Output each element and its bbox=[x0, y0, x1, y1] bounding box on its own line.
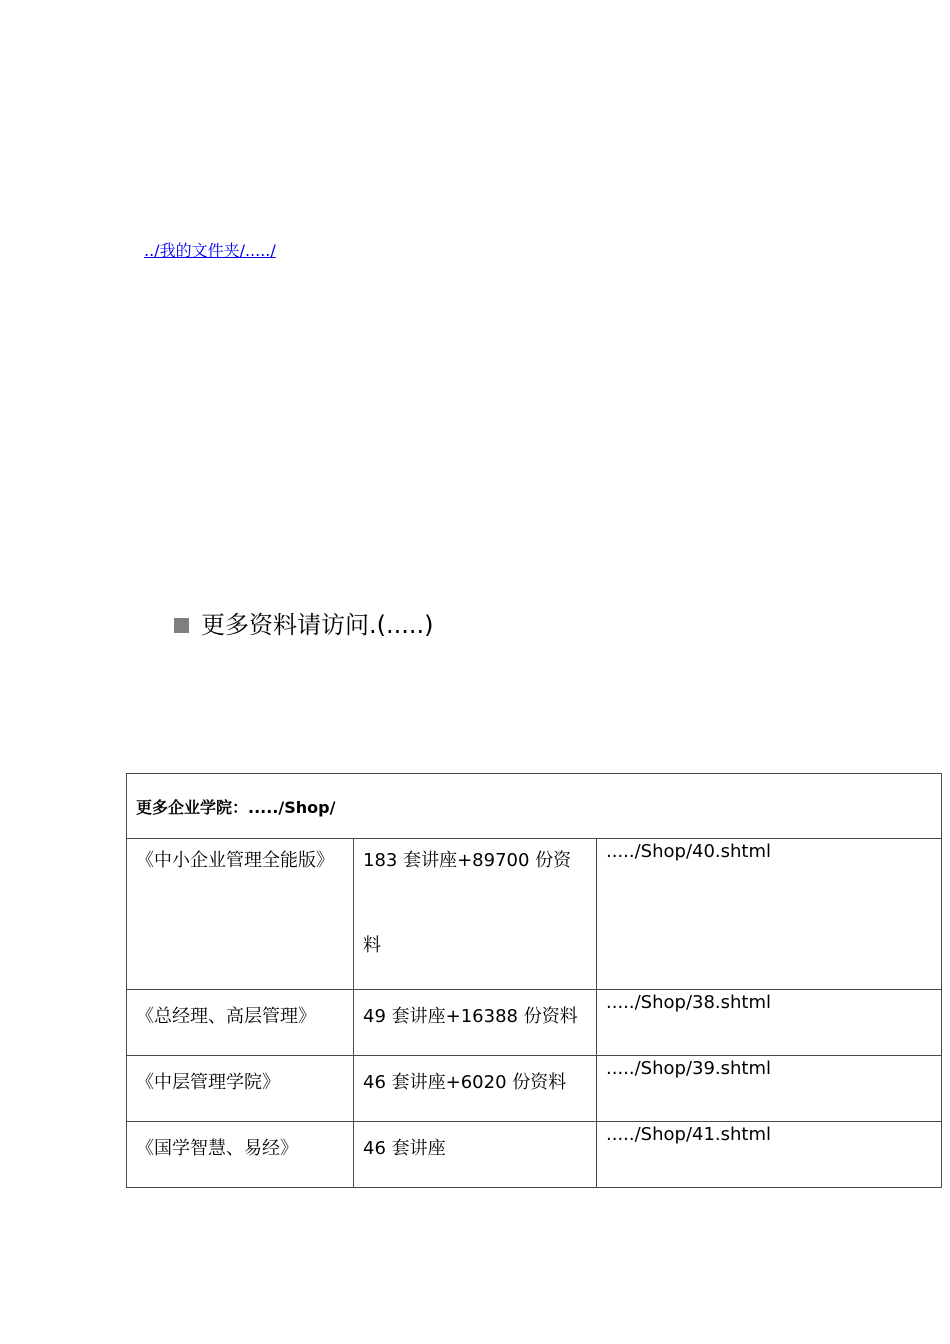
course-content-cell bbox=[354, 1056, 597, 1122]
course-url[interactable]: ...../Shop/41.shtml bbox=[606, 1124, 772, 1145]
table-row bbox=[127, 839, 942, 990]
course-name-cell bbox=[127, 1122, 354, 1188]
course-url-cell bbox=[597, 1122, 942, 1188]
course-url[interactable]: ...../Shop/40.shtml bbox=[606, 841, 772, 862]
course-content-cell bbox=[354, 839, 597, 990]
more-info-line bbox=[174, 608, 434, 642]
table-row bbox=[127, 990, 942, 1056]
table-header-cell: 更多企业学院：...../Shop/ bbox=[127, 774, 942, 839]
course-name-cell bbox=[127, 839, 354, 990]
table-row bbox=[127, 1122, 942, 1188]
course-url-cell bbox=[597, 990, 942, 1056]
course-url[interactable]: ...../Shop/39.shtml bbox=[606, 1058, 772, 1079]
course-url[interactable]: ...../Shop/38.shtml bbox=[606, 992, 772, 1013]
course-name: 《总经理、高层管理》 bbox=[136, 1006, 316, 1027]
folder-link[interactable]: ../我的文件夹/...../ bbox=[144, 241, 276, 260]
course-content: 46 套讲座 bbox=[363, 1138, 446, 1159]
course-name-cell bbox=[127, 1056, 354, 1122]
course-name: 《中层管理学院》 bbox=[136, 1072, 280, 1093]
more-info-text: 更多资料请访问.(.....) bbox=[201, 611, 434, 639]
course-url-cell bbox=[597, 839, 942, 990]
course-content-cell bbox=[354, 990, 597, 1056]
table-row bbox=[127, 1056, 942, 1122]
course-content: 46 套讲座+6020 份资料 bbox=[363, 1072, 567, 1093]
course-name-cell bbox=[127, 990, 354, 1056]
course-name: 《中小企业管理全能版》 bbox=[136, 850, 334, 871]
course-table bbox=[126, 773, 942, 1188]
course-content-cell bbox=[354, 1122, 597, 1188]
course-content: 49 套讲座+16388 份资料 bbox=[363, 1006, 578, 1027]
course-url-cell bbox=[597, 1056, 942, 1122]
course-name: 《国学智慧、易经》 bbox=[136, 1138, 298, 1159]
course-content: 183 套讲座+89700 份资料 bbox=[363, 850, 572, 956]
square-bullet-icon bbox=[174, 618, 189, 633]
